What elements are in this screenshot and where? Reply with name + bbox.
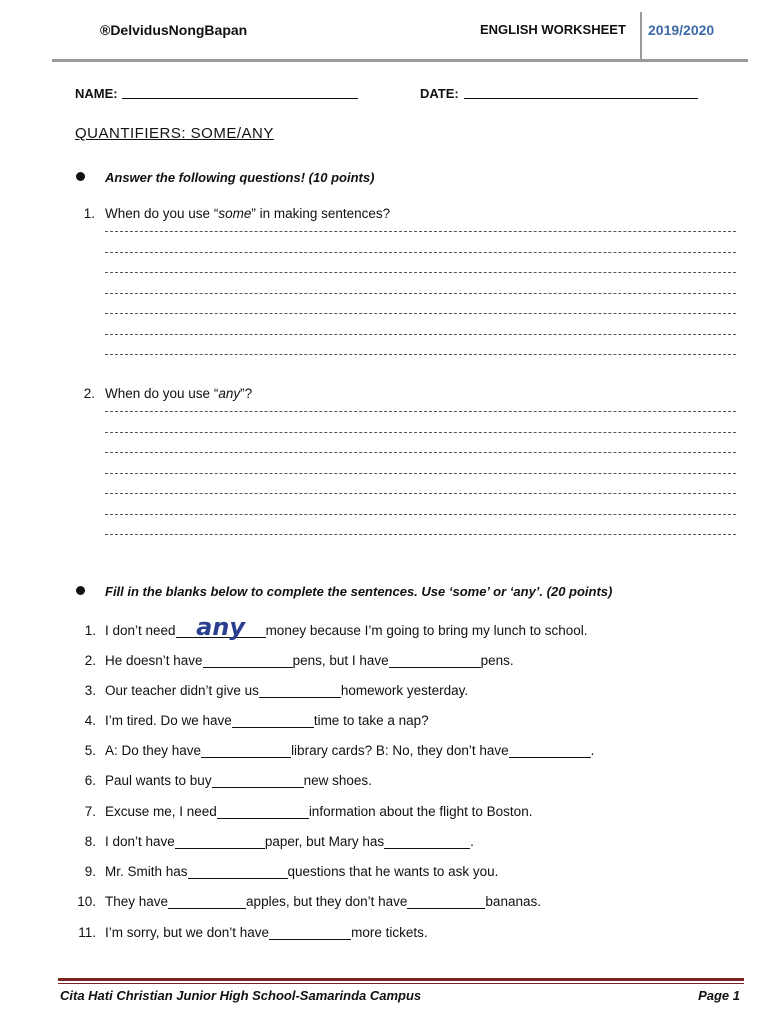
answer-blank[interactable] (407, 894, 485, 909)
sentence-number: 8. (84, 834, 96, 849)
school-year: 2019/2020 (648, 22, 715, 38)
fill-sentence (70, 799, 532, 819)
footer-rule (58, 978, 744, 981)
worksheet-header-title: ENGLISH WORKSHEET (480, 22, 626, 37)
fill-sentence (70, 768, 372, 788)
answer-blank[interactable] (212, 773, 304, 788)
sentence-text: money because I’m going to bring my lunch to school. (265, 623, 588, 638)
sentence-text: . (470, 834, 474, 849)
fill-sentence (70, 678, 468, 698)
answer-line[interactable] (105, 514, 736, 515)
sentence-text: I’m tired. Do we have (105, 713, 232, 728)
fill-sentence (70, 829, 474, 849)
sentence-text: homework yesterday. (340, 683, 469, 698)
page-number: Page 1 (698, 988, 740, 1003)
name-field[interactable] (122, 98, 358, 99)
answer-blank[interactable] (201, 743, 291, 758)
fill-sentence (70, 738, 594, 758)
name-label: NAME: (75, 86, 118, 101)
fill-sentence (70, 859, 498, 879)
sentence-number: 10. (77, 894, 96, 909)
answer-line[interactable] (105, 354, 736, 355)
header-divider (640, 12, 642, 60)
school-name: Cita Hati Christian Junior High School-Samarinda Campus (60, 988, 422, 1003)
answer-line[interactable] (105, 252, 736, 253)
sentence-text: information about the flight to Boston. (308, 804, 533, 819)
header-rule (52, 59, 748, 62)
answer-blank[interactable] (269, 925, 351, 940)
sentence-text: paper, but Mary has (264, 834, 385, 849)
answer-blank[interactable] (203, 653, 293, 668)
sentence-text: more tickets. (351, 925, 428, 940)
sentence-text: They have (105, 894, 169, 909)
answer-line[interactable] (105, 411, 736, 412)
handwritten-answer: any (196, 613, 246, 641)
sentence-number: 4. (84, 713, 96, 728)
sentence-text: I don’t need (105, 623, 176, 638)
bullet-icon (76, 172, 85, 181)
sentence-text: pens. (480, 653, 514, 668)
sentence-text: pens, but I have (292, 653, 389, 668)
sentence-text: apples, but they don’t have (246, 894, 408, 909)
page-title: QUANTIFIERS: SOME/ANY (75, 125, 274, 142)
question-text: When do you use “any”? (105, 386, 253, 401)
answer-blank[interactable] (176, 613, 266, 641)
sentence-text: . (590, 743, 595, 758)
date-label: DATE: (420, 86, 459, 101)
answer-line[interactable] (105, 452, 736, 453)
question-number: 1. (83, 206, 95, 221)
answer-blank[interactable] (384, 834, 470, 849)
answer-line[interactable] (105, 534, 736, 535)
sentence-number: 6. (84, 773, 96, 788)
answer-line[interactable] (105, 493, 736, 494)
sentence-number: 11. (78, 925, 96, 940)
answer-blank[interactable] (168, 894, 246, 909)
question-number: 2. (83, 386, 95, 401)
date-field[interactable] (464, 98, 698, 99)
sentence-text: library cards? B: No, they don’t have (291, 743, 509, 758)
fill-sentence (70, 648, 514, 668)
answer-line[interactable] (105, 272, 736, 273)
answer-blank[interactable] (509, 743, 591, 758)
sentence-text: questions that he wants to ask you. (287, 864, 499, 879)
sentence-number: 7. (84, 804, 96, 819)
author-credit: ®DelvidusNongBapan (100, 22, 248, 38)
answer-blank[interactable] (175, 834, 265, 849)
sentence-text: I don’t have (105, 834, 175, 849)
sentence-text: Paul wants to buy (105, 773, 212, 788)
question-text: When do you use “some” in making sentences? (105, 206, 391, 221)
footer-rule-thin (58, 983, 744, 984)
sentence-number: 3. (84, 683, 96, 698)
answer-line[interactable] (105, 231, 736, 232)
answer-line[interactable] (105, 432, 736, 433)
fill-sentence (70, 920, 428, 940)
answer-line[interactable] (105, 334, 736, 335)
sentence-text: time to take a nap? (313, 713, 429, 728)
fill-sentence (70, 708, 429, 728)
answer-blank[interactable] (389, 653, 481, 668)
sentence-text: A: Do they have (105, 743, 202, 758)
bullet-icon (76, 586, 85, 595)
sentence-text: new shoes. (303, 773, 372, 788)
sentence-text: Our teacher didn’t give us (105, 683, 259, 698)
answer-blank[interactable] (188, 864, 288, 879)
section2-instruction: Fill in the blanks below to complete the sentences. Use ‘some’ or ‘any’. (20 points) (105, 584, 613, 599)
section1-instruction: Answer the following questions! (10 points) (105, 170, 375, 185)
fill-sentence (70, 889, 541, 909)
answer-blank[interactable] (259, 683, 341, 698)
sentence-text: I’m sorry, but we don’t have (105, 925, 270, 940)
answer-blank[interactable] (217, 804, 309, 819)
answer-blank[interactable] (232, 713, 314, 728)
sentence-text: He doesn’t have (105, 653, 203, 668)
sentence-text: Excuse me, I need (105, 804, 217, 819)
answer-line[interactable] (105, 473, 736, 474)
sentence-number: 9. (84, 864, 96, 879)
sentence-text: bananas. (485, 894, 541, 909)
sentence-number: 5. (84, 743, 96, 758)
answer-line[interactable] (105, 313, 736, 314)
fill-sentence (70, 613, 588, 641)
answer-line[interactable] (105, 293, 736, 294)
sentence-number: 1. (84, 623, 96, 638)
sentence-number: 2. (84, 653, 96, 668)
sentence-text: Mr. Smith has (105, 864, 188, 879)
